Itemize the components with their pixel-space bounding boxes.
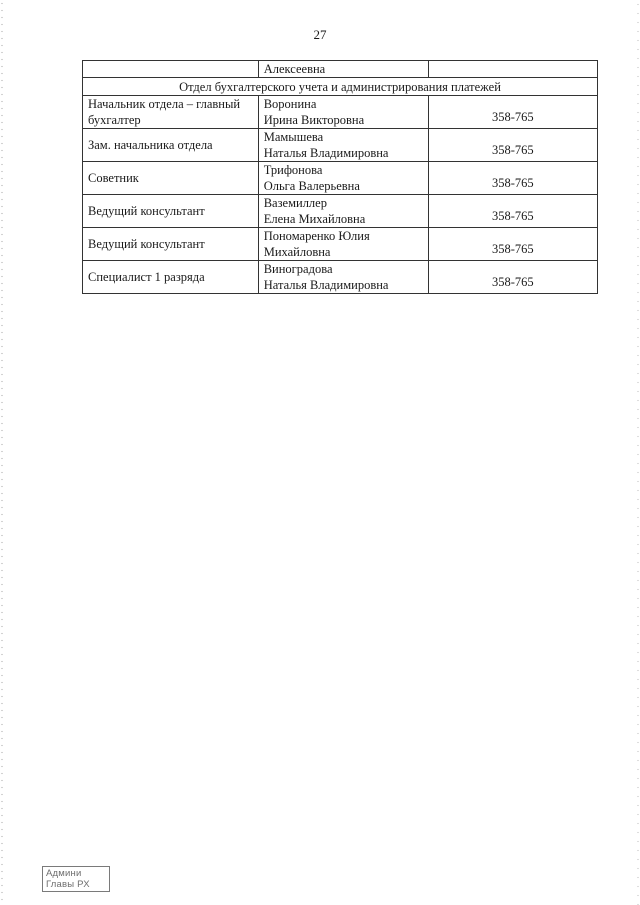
scan-edge-right [637,0,639,905]
position-cell: Советник [83,162,259,195]
staff-directory-table [82,60,598,294]
phone-cell [428,162,597,195]
name-cell [258,195,428,228]
name-cell [258,129,428,162]
continuation-phone-cell [428,61,597,78]
position-cell: Ведущий консультант [83,228,259,261]
phone-cell [428,195,597,228]
phone-number: 358-765 [492,143,534,157]
table-row [83,129,598,162]
name-cell [258,162,428,195]
given-names: Наталья Владимировна [263,146,389,160]
phone-cell [428,96,597,129]
department-title: Отдел бухгалтерского учета и администрирования платежей [83,78,598,96]
given-names: Елена Михайловна [263,212,366,226]
page-number: 27 [313,27,327,42]
position-cell: Зам. начальника отдела [83,129,259,162]
phone-number: 358-765 [492,110,534,124]
stamp-line-1: Админи [46,868,82,879]
given-names: Михайловна [263,245,331,259]
table-row [83,195,598,228]
phone-number: 358-765 [492,242,534,256]
continuation-name-cell: Алексеевна [258,61,428,78]
given-names: Ирина Викторовна [263,113,365,127]
phone-number: 358-765 [492,275,534,289]
continuation-position-cell [83,61,259,78]
name-cell [258,261,428,294]
surname: Ваземиллер [263,196,327,210]
administration-stamp [42,866,110,892]
table-row [83,261,598,294]
phone-cell [428,228,597,261]
name-cell [258,96,428,129]
table-row-continuation [83,61,598,78]
phone-number: 358-765 [492,209,534,223]
position-cell: Специалист 1 разряда [83,261,259,294]
phone-number: 358-765 [492,176,534,190]
stamp-line-2: Главы РХ [46,879,90,890]
surname: Воронина [263,97,317,111]
table-row [83,228,598,261]
position-cell: Начальник отдела – главный бухгалтер [83,96,259,129]
position-cell: Ведущий консультант [83,195,259,228]
surname: Трифонова [263,163,323,177]
phone-cell [428,261,597,294]
table-row [83,162,598,195]
given-names: Ольга Валерьевна [263,179,360,193]
given-names: Наталья Владимировна [263,278,389,292]
name-cell [258,228,428,261]
surname: Виноградова [263,262,333,276]
surname: Мамышева [263,130,324,144]
department-header-row [83,78,598,96]
scan-edge-left [1,0,3,905]
surname: Пономаренко Юлия [263,229,370,243]
table-row [83,96,598,129]
phone-cell [428,129,597,162]
